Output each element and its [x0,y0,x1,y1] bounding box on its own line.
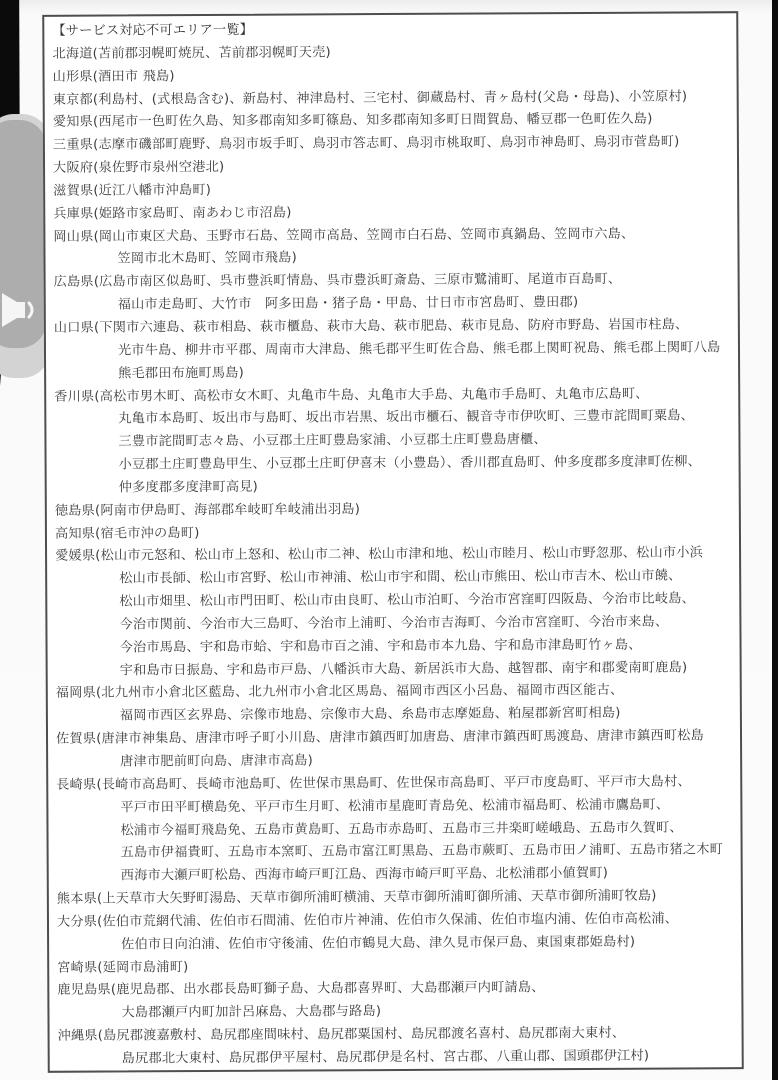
area-list-line: 三豊市詫間町志々島、小豆郡土庄町豊島家浦、小豆郡土庄町豊島唐櫃、 [118,432,547,450]
area-list-line: 松山市畑里、松山市門田町、松山市由良町、松山市泊町、今治市宮窪町四阪島、今治市比岐島、 [119,591,696,610]
area-list-line: 今治市関前、今治市大三島町、今治市上浦町、今治市吉海町、今治市宮窪町、今治市来島、 [119,614,669,633]
area-list-line: 五島市伊福貴町、五島市本窯町、五島市富江町黒島、五島市蕨町、五島市田ノ浦町、五島市猪之木町 [120,842,724,861]
area-list-line: 宮崎県(延岡市島浦町) [57,959,189,976]
area-list-line: 北海道(苫前郡羽幌町焼尻、苫前郡羽幌町天売) [52,45,331,62]
area-list-line: 平戸市田平町横島免、平戸市生月町、松浦市星鹿町青島免、松浦市福島町、松浦市鷹島町、 [120,797,670,816]
area-list-line: 熊毛郡田布施町馬島) [118,365,244,382]
area-list-line: 東京都(利島村、(式根島含む)、新島村、神津島村、三宅村、御蔵島村、青ヶ島村(父島・母島)、小笠原村) [52,88,688,108]
area-list-line: 大阪府(泉佐野市泉州空港北) [52,159,225,176]
area-list-line: 宇和島市日振島、宇和島市戸島、八幡浜市大島、新居浜市大島、越智郡、南宇和郡愛南町鹿島) [119,660,688,679]
area-list-line: 佐賀県(唐津市神集島、唐津市呼子町小川島、唐津市鎮西町加唐島、唐津市鎮西町馬渡島、唐津市鎮西町松島 [55,728,705,747]
area-list-line: 滋賀県(近江八幡市沖島町) [53,182,212,199]
speaker-low-volume-icon [0,288,40,332]
area-list-line: 広島県(広島市南区似島町、呉市豊浜町情島、呉市豊浜町斎島、三原市鷺浦町、尾道市百島町、 [53,272,622,291]
area-list-line: 松浦市今福町飛島免、五島市黄島町、五島市赤島町、五島市三井楽町嵯峨島、五島市久賀町、 [120,820,683,838]
area-list-line: 沖縄県(島尻郡渡嘉敷村、島尻郡座間味村、島尻郡粟国村、島尻郡渡名喜村、島尻郡南大東村、 [57,1025,626,1044]
area-list-line: 徳島県(阿南市伊島町、海部郡牟岐町牟岐浦出羽島) [54,501,361,519]
document-page [42,11,744,1073]
area-list-line: 唐津市肥前町向島、唐津市高島) [120,753,313,770]
area-list-line: 島尻郡北大東村、島尻郡伊平屋村、島尻郡伊是名村、宮古郡、八重山郡、国頭郡伊江村) [121,1048,650,1067]
area-list-line: 鹿児島県(鹿児島郡、出水郡長島町獅子島、大島郡喜界町、大島郡瀬戸内町請島、 [57,980,545,999]
area-list [52,40,737,1072]
area-list-line: 光市牛島、柳井市平郡、周南市大津島、熊毛郡平生町佐合島、熊毛郡上関町祝島、熊毛郡上関町八島 [117,340,721,359]
area-list-line: 山形県(酒田市 飛島) [52,68,175,85]
area-list-line: 福岡県(北九州市小倉北区藍島、北九州市小倉北区馬島、福岡市西区小呂島、福岡市西区能古、 [55,683,624,702]
area-list-line: 西海市大瀬戸町松島、西海市崎戸町江島、西海市崎戸町平島、北松浦郡小値賀町) [120,866,609,884]
area-list-line: 山口県(下関市六連島、萩市相島、萩市櫃島、萩市大島、萩市肥島、萩市見島、防府市野島、岩国市柱島、 [53,317,689,336]
area-list-line: 高知県(宿毛市沖の島町) [54,525,200,542]
area-list-line: 愛媛県(松山市元怒和、松山市上怒和、松山市二神、松山市津和地、松山市睦月、松山市野忽那、松山市小浜 [55,545,704,565]
area-list-line: 三重県(志摩市磯部町鹿野、鳥羽市坂手町、鳥羽市答志町、鳥羽市桃取町、鳥羽市神島町、鳥羽市菅島町) [52,134,680,153]
area-list-line: 福岡市西区玄界島、宗像市地島、宗像市大島、糸島市志摩姫島、粕屋郡新宮町相島) [119,706,621,724]
area-list-line: 熊本県(上天草市大矢野町湯島、天草市御所浦町横浦、天草市御所浦町御所浦、天草市御所浦町牧島) [56,888,657,907]
speaker-volume-button[interactable] [0,288,40,332]
area-list-line: 愛知県(西尾市一色町佐久島、知多郡南知多町篠島、知多郡南知多町日間賀島、幡豆郡一色町佐久島) [52,112,653,131]
area-list-line: 仲多度郡多度津町高見) [118,479,258,496]
area-list-line: 大島郡瀬戸内町加計呂麻島、大島郡与路島) [121,1004,382,1021]
area-list-line: 松山市長師、松山市宮野、松山市神浦、松山市宇和間、松山市熊田、松山市吉木、松山市饒、 [119,568,682,587]
background-black-strip-right [772,0,778,1080]
area-list-line: 小豆郡土庄町豊島甲生、小豆郡土庄町伊喜末（小豊島）、香川郡直島町、仲多度郡多度津町佐柳、 [118,454,702,473]
area-list-line: 兵庫県(姫路市家島町、南あわじ市沼島) [53,205,292,222]
page-title: 【サービス対応不可エリア一覧】 [52,22,254,39]
area-list-line: 大分県(佐伯市荒網代浦、佐伯市石間浦、佐伯市片神浦、佐伯市久保浦、佐伯市塩内浦、佐伯市高松浦、 [56,911,679,930]
area-list-line: 福山市走島町、大竹市 阿多田島・猪子島・甲島、廿日市市宮島町、豊田郡) [117,295,579,313]
area-list-line: 丸亀市本島町、坂出市与島町、坂出市岩黒、坂出市櫃石、観音寺市伊吹町、三豊市詫間町粟島、 [118,408,695,427]
area-list-line: 香川県(高松市男木町、高松市女木町、丸亀市牛島、丸亀市大手島、丸亀市手島町、丸亀市広島町、 [54,386,649,405]
area-list-line: 長崎県(長崎市高島町、長崎市池島町、佐世保市黒島町、佐世保市高島町、平戸市度島町、平戸市大島村、 [56,774,691,793]
area-list-line: 佐伯市日向泊浦、佐伯市守後浦、佐伯市鶴見大島、津久見市保戸島、東国東郡姫島村) [121,934,636,953]
area-list-line: 笠岡市北木島町、笠岡市飛島) [117,250,297,267]
area-list-line: 今治市馬島、宇和島市蛤、宇和島市百之浦、宇和島市本九島、宇和島市津島町竹ヶ島、 [119,637,642,656]
area-list-line: 岡山県(岡山市東区犬島、玉野市石島、笠岡市高島、笠岡市白石島、笠岡市真鍋島、笠岡市六島、 [53,226,635,245]
